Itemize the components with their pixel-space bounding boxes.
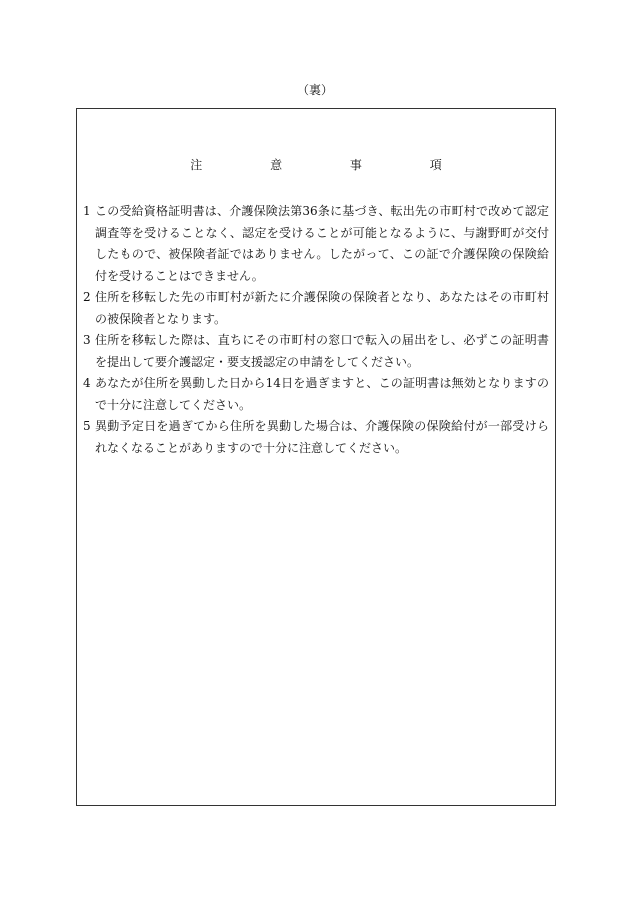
notice-item-text: 異動予定日を過ぎてから住所を異動した場合は、介護保険の保険給付が一部受けられなくなることがありますので十分に注意してください。 — [95, 419, 549, 455]
notice-item-number: 3 — [83, 333, 91, 347]
notice-item-5 — [83, 416, 549, 459]
notice-item-text: この受給資格証明書は、介護保険法第36条に基づき、転出先の市町村で改めて認定調査等を受けることなく、認定を受けることが可能となるように、与謝野町が交付したもので、被保険者証ではありません。したがって、この証で介護保険の保険給付を受けることはできません。 — [95, 204, 549, 283]
notice-item-3 — [83, 330, 549, 373]
notice-item-2 — [83, 287, 549, 330]
notice-item-number: 5 — [83, 419, 91, 433]
notice-item-text: 住所を移転した先の市町村が新たに介護保険の保険者となり、あなたはその市町村の被保険者となります。 — [95, 290, 549, 326]
notice-item-number: 4 — [83, 376, 91, 390]
notice-items-list — [83, 201, 549, 459]
notice-item-text: 住所を移転した際は、直ちにその市町村の窓口で転入の届出をし、必ずこの証明書を提出して要介護認定・要支援認定の申請をしてください。 — [95, 333, 549, 369]
notice-item-text: あなたが住所を異動した日から14日を過ぎますと、この証明書は無効となりますので十分に注意してください。 — [95, 376, 549, 412]
notice-item-number: 2 — [83, 290, 91, 304]
notice-box — [76, 108, 556, 806]
page-side-label: （裏） — [296, 83, 333, 97]
notice-item-4 — [83, 373, 549, 416]
notice-title: 注 意 事 項 — [190, 158, 474, 172]
notice-item-1 — [83, 201, 549, 287]
notice-item-number: 1 — [83, 204, 91, 218]
